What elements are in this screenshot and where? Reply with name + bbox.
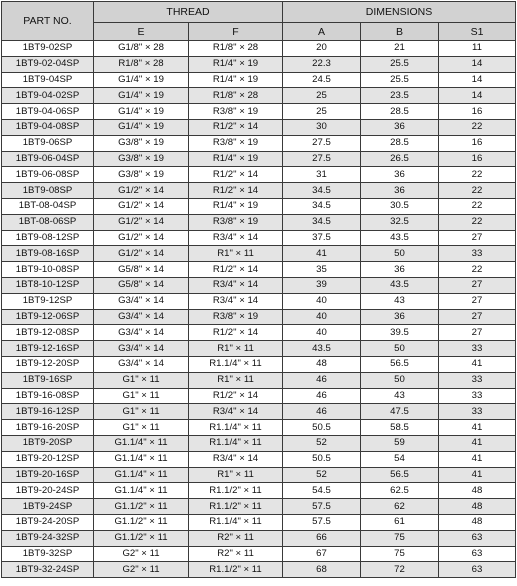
- dim-a-cell: 34.5: [283, 214, 361, 230]
- header-col-f: F: [189, 23, 283, 41]
- thread-f-cell: R3/8" × 19: [189, 104, 283, 120]
- table-row: [2, 135, 516, 151]
- thread-f-cell: R1" × 11: [189, 467, 283, 483]
- dim-b-cell: 25.5: [361, 72, 439, 88]
- thread-f-cell: R1.1/4" × 11: [189, 356, 283, 372]
- thread-f-cell: R1.1/4" × 11: [189, 435, 283, 451]
- dim-b-cell: 21: [361, 41, 439, 57]
- part-no-cell: 1BT9-24-20SP: [2, 514, 94, 530]
- dim-a-cell: 50.5: [283, 420, 361, 436]
- table-body: [2, 41, 516, 578]
- dim-b-cell: 75: [361, 546, 439, 562]
- part-no-cell: 1BT9-10-08SP: [2, 262, 94, 278]
- dim-b-cell: 50: [361, 372, 439, 388]
- thread-f-cell: R1/4" × 19: [189, 72, 283, 88]
- thread-e-cell: G1.1/2" × 11: [94, 530, 189, 546]
- thread-f-cell: R2" × 11: [189, 546, 283, 562]
- thread-f-cell: R1/2" × 14: [189, 167, 283, 183]
- header-thread: THREAD: [94, 2, 283, 23]
- dim-a-cell: 43.5: [283, 341, 361, 357]
- thread-e-cell: G3/8" × 19: [94, 151, 189, 167]
- thread-e-cell: G1" × 11: [94, 420, 189, 436]
- thread-e-cell: G5/8" × 14: [94, 277, 189, 293]
- part-no-cell: 1BT9-20-12SP: [2, 451, 94, 467]
- part-no-cell: 1BT9-06-04SP: [2, 151, 94, 167]
- dim-a-cell: 31: [283, 167, 361, 183]
- thread-e-cell: G3/4" × 14: [94, 293, 189, 309]
- table-row: [2, 88, 516, 104]
- thread-f-cell: R1/2" × 14: [189, 183, 283, 199]
- thread-f-cell: R1/8" × 28: [189, 41, 283, 57]
- thread-e-cell: G1" × 11: [94, 388, 189, 404]
- dim-a-cell: 22.3: [283, 56, 361, 72]
- dim-s1-cell: 14: [439, 88, 516, 104]
- dim-s1-cell: 27: [439, 309, 516, 325]
- part-no-cell: 1BT9-12-16SP: [2, 341, 94, 357]
- part-no-cell: 1BT9-06-08SP: [2, 167, 94, 183]
- thread-e-cell: G1/4" × 19: [94, 72, 189, 88]
- part-no-cell: 1BT9-20-24SP: [2, 483, 94, 499]
- part-no-cell: 1BT9-04-02SP: [2, 88, 94, 104]
- thread-e-cell: G3/8" × 19: [94, 135, 189, 151]
- table-row: [2, 230, 516, 246]
- dim-s1-cell: 27: [439, 230, 516, 246]
- dim-a-cell: 46: [283, 372, 361, 388]
- dim-b-cell: 75: [361, 530, 439, 546]
- header-col-a: A: [283, 23, 361, 41]
- dim-s1-cell: 22: [439, 262, 516, 278]
- dim-s1-cell: 33: [439, 388, 516, 404]
- table-row: [2, 372, 516, 388]
- header-col-e: E: [94, 23, 189, 41]
- table-row: [2, 262, 516, 278]
- dim-s1-cell: 16: [439, 135, 516, 151]
- dim-a-cell: 34.5: [283, 183, 361, 199]
- dim-a-cell: 41: [283, 246, 361, 262]
- thread-f-cell: R1" × 11: [189, 246, 283, 262]
- thread-f-cell: R1/2" × 14: [189, 325, 283, 341]
- part-no-cell: 1BT9-08-12SP: [2, 230, 94, 246]
- dim-b-cell: 36: [361, 262, 439, 278]
- thread-f-cell: R3/8" × 19: [189, 135, 283, 151]
- dim-b-cell: 28.5: [361, 104, 439, 120]
- thread-e-cell: G1.1/4" × 11: [94, 483, 189, 499]
- dim-s1-cell: 63: [439, 546, 516, 562]
- table-row: [2, 435, 516, 451]
- thread-e-cell: G5/8" × 14: [94, 262, 189, 278]
- dim-a-cell: 37.5: [283, 230, 361, 246]
- part-no-cell: 1BT9-24-32SP: [2, 530, 94, 546]
- table-row: [2, 198, 516, 214]
- part-no-cell: 1BT9-16-20SP: [2, 420, 94, 436]
- dim-a-cell: 57.5: [283, 514, 361, 530]
- dim-b-cell: 43: [361, 293, 439, 309]
- dim-b-cell: 25.5: [361, 56, 439, 72]
- dim-s1-cell: 41: [439, 435, 516, 451]
- dim-b-cell: 32.5: [361, 214, 439, 230]
- table-row: [2, 41, 516, 57]
- part-no-cell: 1BT9-16SP: [2, 372, 94, 388]
- dim-s1-cell: 22: [439, 119, 516, 135]
- dim-s1-cell: 14: [439, 56, 516, 72]
- dim-b-cell: 43.5: [361, 277, 439, 293]
- table-row: [2, 404, 516, 420]
- dim-b-cell: 62: [361, 499, 439, 515]
- dim-a-cell: 35: [283, 262, 361, 278]
- dim-a-cell: 34.5: [283, 198, 361, 214]
- thread-f-cell: R1/4" × 19: [189, 151, 283, 167]
- dim-s1-cell: 22: [439, 167, 516, 183]
- dim-a-cell: 27.5: [283, 135, 361, 151]
- dim-a-cell: 25: [283, 104, 361, 120]
- dim-s1-cell: 63: [439, 562, 516, 578]
- dim-a-cell: 20: [283, 41, 361, 57]
- dimension-table: [1, 1, 516, 578]
- header-part-no: PART NO.: [2, 2, 94, 41]
- thread-e-cell: G1/8" × 28: [94, 41, 189, 57]
- dim-s1-cell: 41: [439, 451, 516, 467]
- thread-e-cell: G1.1/4" × 11: [94, 435, 189, 451]
- table-row: [2, 530, 516, 546]
- part-no-cell: 1BT9-04-08SP: [2, 119, 94, 135]
- table-row: [2, 183, 516, 199]
- thread-f-cell: R1/8" × 28: [189, 88, 283, 104]
- dim-b-cell: 56.5: [361, 467, 439, 483]
- dim-a-cell: 67: [283, 546, 361, 562]
- dim-a-cell: 40: [283, 325, 361, 341]
- thread-f-cell: R1.1/4" × 11: [189, 420, 283, 436]
- thread-e-cell: G1/4" × 19: [94, 119, 189, 135]
- thread-e-cell: G1/2" × 14: [94, 230, 189, 246]
- part-no-cell: 1BT9-32-24SP: [2, 562, 94, 578]
- dim-b-cell: 23.5: [361, 88, 439, 104]
- dim-s1-cell: 27: [439, 325, 516, 341]
- table-row: [2, 309, 516, 325]
- dim-b-cell: 28.5: [361, 135, 439, 151]
- dim-s1-cell: 33: [439, 341, 516, 357]
- thread-f-cell: R1/4" × 19: [189, 56, 283, 72]
- table-row: [2, 467, 516, 483]
- dim-s1-cell: 48: [439, 499, 516, 515]
- dim-a-cell: 30: [283, 119, 361, 135]
- thread-f-cell: R3/4" × 14: [189, 293, 283, 309]
- dim-b-cell: 36: [361, 183, 439, 199]
- table-row: [2, 514, 516, 530]
- part-no-cell: 1BT9-04SP: [2, 72, 94, 88]
- thread-f-cell: R3/4" × 14: [189, 230, 283, 246]
- thread-f-cell: R1/2" × 14: [189, 262, 283, 278]
- thread-e-cell: G1.1/2" × 11: [94, 499, 189, 515]
- thread-e-cell: G1/2" × 14: [94, 214, 189, 230]
- dim-a-cell: 57.5: [283, 499, 361, 515]
- dim-a-cell: 68: [283, 562, 361, 578]
- dim-s1-cell: 11: [439, 41, 516, 57]
- header-col-s1: S1: [439, 23, 516, 41]
- thread-e-cell: G1/2" × 14: [94, 246, 189, 262]
- dim-s1-cell: 22: [439, 198, 516, 214]
- table-row: [2, 388, 516, 404]
- dim-b-cell: 50: [361, 341, 439, 357]
- dim-s1-cell: 16: [439, 104, 516, 120]
- table-row: [2, 72, 516, 88]
- thread-f-cell: R3/4" × 14: [189, 277, 283, 293]
- thread-e-cell: G3/4" × 14: [94, 356, 189, 372]
- thread-e-cell: G1/4" × 19: [94, 88, 189, 104]
- dim-b-cell: 58.5: [361, 420, 439, 436]
- dim-b-cell: 54: [361, 451, 439, 467]
- thread-e-cell: G3/8" × 19: [94, 167, 189, 183]
- table-row: [2, 451, 516, 467]
- dim-a-cell: 52: [283, 435, 361, 451]
- table-row: [2, 420, 516, 436]
- part-no-cell: 1BT-08-04SP: [2, 198, 94, 214]
- dim-s1-cell: 41: [439, 356, 516, 372]
- part-no-cell: 1BT9-12SP: [2, 293, 94, 309]
- part-no-cell: 1BT9-08SP: [2, 183, 94, 199]
- dim-s1-cell: 22: [439, 214, 516, 230]
- dim-s1-cell: 41: [439, 467, 516, 483]
- dim-b-cell: 43: [361, 388, 439, 404]
- thread-f-cell: R2" × 11: [189, 530, 283, 546]
- part-no-cell: 1BT9-08-16SP: [2, 246, 94, 262]
- dim-s1-cell: 14: [439, 72, 516, 88]
- dim-a-cell: 54.5: [283, 483, 361, 499]
- thread-f-cell: R1" × 11: [189, 372, 283, 388]
- part-no-cell: 1BT9-02SP: [2, 41, 94, 57]
- thread-e-cell: G3/4" × 14: [94, 309, 189, 325]
- part-no-cell: 1BT9-32SP: [2, 546, 94, 562]
- part-no-cell: 1BT9-02-04SP: [2, 56, 94, 72]
- dim-a-cell: 48: [283, 356, 361, 372]
- table-row: [2, 293, 516, 309]
- thread-e-cell: G1" × 11: [94, 404, 189, 420]
- dim-s1-cell: 33: [439, 404, 516, 420]
- dim-b-cell: 36: [361, 119, 439, 135]
- part-no-cell: 1BT9-12-06SP: [2, 309, 94, 325]
- part-no-cell: 1BT9-06SP: [2, 135, 94, 151]
- dim-s1-cell: 33: [439, 372, 516, 388]
- dim-a-cell: 39: [283, 277, 361, 293]
- dimension-table-sheet: [1, 1, 516, 578]
- thread-f-cell: R3/4" × 14: [189, 404, 283, 420]
- thread-f-cell: R3/4" × 14: [189, 451, 283, 467]
- dim-a-cell: 40: [283, 309, 361, 325]
- part-no-cell: 1BT8-10-12SP: [2, 277, 94, 293]
- thread-f-cell: R1.1/4" × 11: [189, 514, 283, 530]
- table-row: [2, 214, 516, 230]
- table-row: [2, 277, 516, 293]
- table-row: [2, 499, 516, 515]
- part-no-cell: 1BT9-16-12SP: [2, 404, 94, 420]
- thread-e-cell: G1.1/4" × 11: [94, 467, 189, 483]
- thread-f-cell: R3/8" × 19: [189, 309, 283, 325]
- table-row: [2, 56, 516, 72]
- table-row: [2, 167, 516, 183]
- thread-f-cell: R1/4" × 19: [189, 198, 283, 214]
- dim-a-cell: 40: [283, 293, 361, 309]
- thread-e-cell: G1.1/4" × 11: [94, 451, 189, 467]
- thread-f-cell: R3/8" × 19: [189, 214, 283, 230]
- dim-b-cell: 62.5: [361, 483, 439, 499]
- dim-a-cell: 24.5: [283, 72, 361, 88]
- dim-b-cell: 30.5: [361, 198, 439, 214]
- dim-s1-cell: 33: [439, 246, 516, 262]
- dim-b-cell: 43.5: [361, 230, 439, 246]
- thread-f-cell: R1/2" × 14: [189, 388, 283, 404]
- dim-a-cell: 46: [283, 388, 361, 404]
- table-row: [2, 546, 516, 562]
- dim-a-cell: 50.5: [283, 451, 361, 467]
- dim-a-cell: 52: [283, 467, 361, 483]
- dim-a-cell: 27.5: [283, 151, 361, 167]
- thread-e-cell: G1.1/2" × 11: [94, 514, 189, 530]
- thread-e-cell: G3/4" × 14: [94, 341, 189, 357]
- table-row: [2, 356, 516, 372]
- thread-f-cell: R1" × 11: [189, 341, 283, 357]
- dim-b-cell: 72: [361, 562, 439, 578]
- thread-e-cell: R1/8" × 28: [94, 56, 189, 72]
- dim-s1-cell: 48: [439, 483, 516, 499]
- table-row: [2, 562, 516, 578]
- thread-e-cell: G1" × 11: [94, 372, 189, 388]
- thread-f-cell: R1.1/2" × 11: [189, 483, 283, 499]
- dim-b-cell: 36: [361, 167, 439, 183]
- dim-s1-cell: 27: [439, 293, 516, 309]
- dim-b-cell: 56.5: [361, 356, 439, 372]
- thread-e-cell: G1/2" × 14: [94, 198, 189, 214]
- dim-s1-cell: 22: [439, 183, 516, 199]
- dim-b-cell: 47.5: [361, 404, 439, 420]
- thread-f-cell: R1.1/2" × 11: [189, 562, 283, 578]
- thread-e-cell: G1/4" × 19: [94, 104, 189, 120]
- part-no-cell: 1BT9-12-08SP: [2, 325, 94, 341]
- table-row: [2, 151, 516, 167]
- table-row: [2, 341, 516, 357]
- table-row: [2, 483, 516, 499]
- dim-s1-cell: 41: [439, 420, 516, 436]
- header-dimensions: DIMENSIONS: [283, 2, 516, 23]
- part-no-cell: 1BT9-16-08SP: [2, 388, 94, 404]
- header-col-b: B: [361, 23, 439, 41]
- part-no-cell: 1BT9-04-06SP: [2, 104, 94, 120]
- thread-e-cell: G1/2" × 14: [94, 183, 189, 199]
- thread-f-cell: R1.1/2" × 11: [189, 499, 283, 515]
- thread-e-cell: G2" × 11: [94, 546, 189, 562]
- dim-a-cell: 66: [283, 530, 361, 546]
- dim-a-cell: 46: [283, 404, 361, 420]
- dim-s1-cell: 16: [439, 151, 516, 167]
- thread-e-cell: G2" × 11: [94, 562, 189, 578]
- part-no-cell: 1BT9-20SP: [2, 435, 94, 451]
- table-row: [2, 325, 516, 341]
- dim-b-cell: 39.5: [361, 325, 439, 341]
- dim-s1-cell: 63: [439, 530, 516, 546]
- dim-s1-cell: 48: [439, 514, 516, 530]
- part-no-cell: 1BT-08-06SP: [2, 214, 94, 230]
- thread-e-cell: G3/4" × 14: [94, 325, 189, 341]
- dim-b-cell: 59: [361, 435, 439, 451]
- table-row: [2, 104, 516, 120]
- table-row: [2, 246, 516, 262]
- dim-s1-cell: 27: [439, 277, 516, 293]
- dim-b-cell: 61: [361, 514, 439, 530]
- part-no-cell: 1BT9-12-20SP: [2, 356, 94, 372]
- thread-f-cell: R1/2" × 14: [189, 119, 283, 135]
- dim-b-cell: 26.5: [361, 151, 439, 167]
- part-no-cell: 1BT9-24SP: [2, 499, 94, 515]
- dim-b-cell: 50: [361, 246, 439, 262]
- part-no-cell: 1BT9-20-16SP: [2, 467, 94, 483]
- dim-b-cell: 36: [361, 309, 439, 325]
- table-row: [2, 119, 516, 135]
- dim-a-cell: 25: [283, 88, 361, 104]
